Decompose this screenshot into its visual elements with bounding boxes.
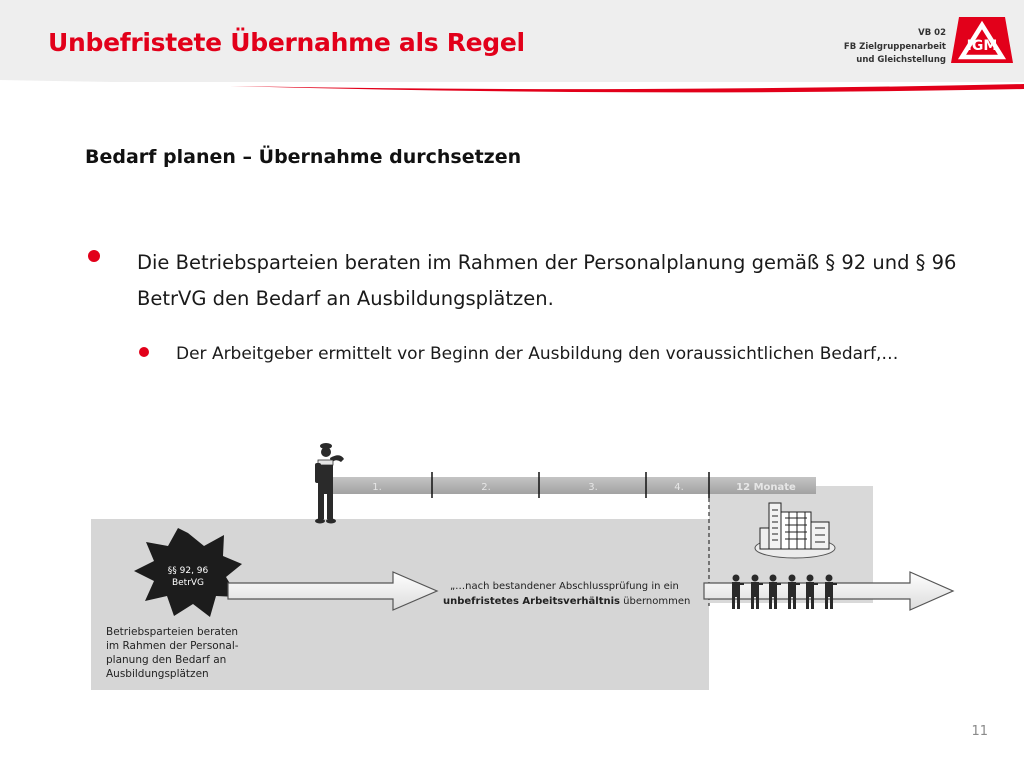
igm-logo [950, 15, 1014, 65]
section-heading: Bedarf planen – Übernahme durchsetzen [85, 146, 522, 168]
note-text: Betriebsparteien beraten [106, 626, 239, 638]
org-line: VB 02 [918, 28, 946, 38]
timeline-label: 2. [481, 482, 491, 493]
starburst-text: BetrVG [171, 578, 205, 588]
note-text: Ausbildungsplätzen [106, 668, 209, 680]
timeline-label: 4. [674, 482, 684, 493]
header-swoosh [0, 74, 1024, 94]
timeline-label: 3. [588, 482, 598, 493]
org-line: und Gleichstellung [856, 55, 946, 65]
slide-title: Unbefristete Übernahme als Regel [48, 28, 525, 57]
note-text: im Rahmen der Personal- [106, 640, 239, 652]
logo-text: IGM [966, 38, 998, 54]
org-unit [844, 27, 946, 68]
starburst-text: §§ 92, 96 [167, 566, 209, 576]
timeline-label: 1. [372, 482, 382, 493]
arrow-caption [443, 596, 690, 607]
process-diagram [0, 430, 1024, 700]
org-line: FB Zielgruppenarbeit [843, 41, 946, 52]
page-number: 11 [971, 724, 988, 739]
arrow-caption: „…nach bestandener Abschlussprüfung in ein [450, 581, 679, 592]
arrow-caption-bold: unbefristetes Arbeitsverhältnis [443, 596, 620, 607]
bullet-dot [139, 347, 149, 357]
bullet-text: Die Betriebsparteien beraten im Rahmen der Personalplanung gemäß § 92 und § 96 BetrVG den Bedarf an Ausbildungsplätzen. [137, 251, 957, 310]
note-text: planung den Bedarf an [106, 654, 227, 666]
sub-bullet-text: Der Arbeitgeber ermittelt vor Beginn der Ausbildung den voraussichtlichen Bedarf,… [176, 344, 899, 364]
bullet-dot [88, 250, 100, 262]
arrow-caption-rest: übernommen [619, 596, 691, 607]
timeline-label: 12 Monate [736, 482, 796, 493]
